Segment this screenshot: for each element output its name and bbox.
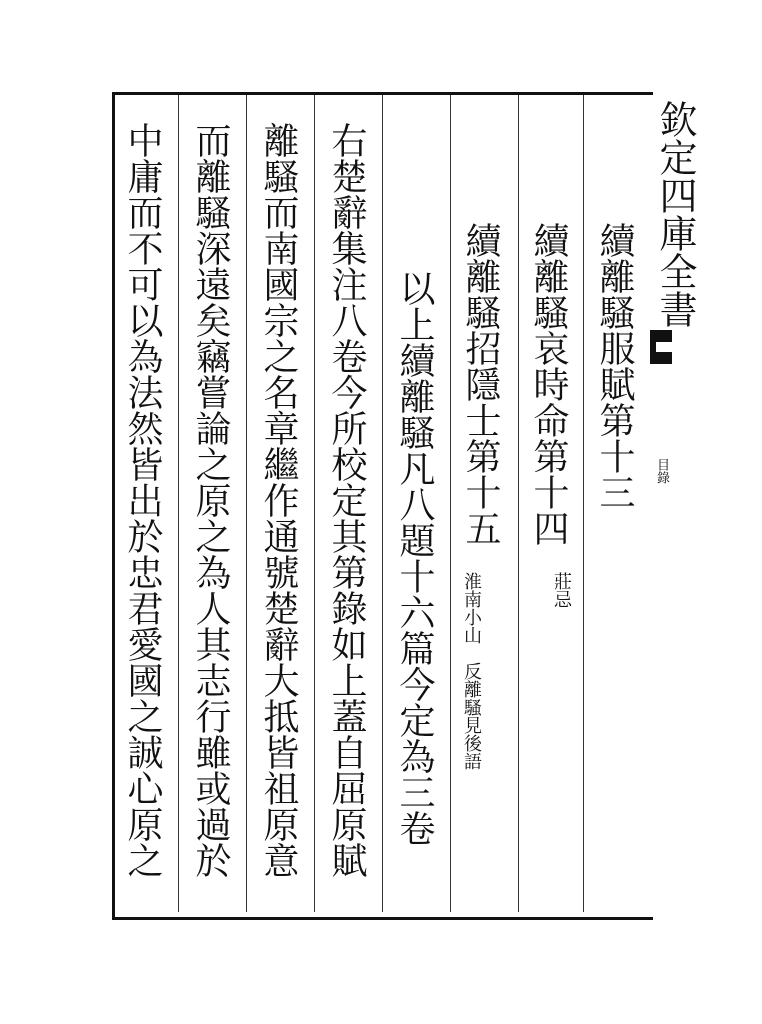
book-title: 欽定四庫全書 — [653, 100, 697, 328]
text-column-6: 離騷而南國宗之名章繼作通號楚辭大抵皆祖原意 — [258, 122, 299, 878]
column-divider — [518, 95, 519, 912]
text-column-4: 以上續離騷凡八題十六篇今定為三卷 — [394, 270, 435, 846]
column-divider — [178, 95, 179, 912]
text-column-5: 右楚辭集注八卷今所校定其第錄如上蓋自屈原賦 — [326, 122, 367, 878]
section-label: 目錄 — [654, 458, 669, 484]
column-divider — [314, 95, 315, 912]
column-divider — [583, 95, 584, 912]
text-column-7: 而離騷深遠矣竊嘗論之原之為人其志行雖或過於 — [190, 122, 231, 878]
text-column-3: 續離騷招隱士第十五 — [460, 222, 501, 546]
column-divider — [246, 95, 247, 912]
column-2-note: 莊忌 — [551, 572, 572, 608]
column-3-note: 淮南小山 反離騷見後語 — [461, 572, 482, 770]
column-divider — [382, 95, 383, 912]
column-divider — [450, 95, 451, 912]
fish-tail-inner — [656, 342, 672, 352]
text-column-1: 續離騷服賦第十三 — [594, 222, 635, 510]
text-column-2: 續離騷哀時命第十四 — [528, 222, 569, 546]
text-column-8: 中庸而不可以為法然皆出於忠君愛國之誠心原之 — [122, 122, 163, 878]
